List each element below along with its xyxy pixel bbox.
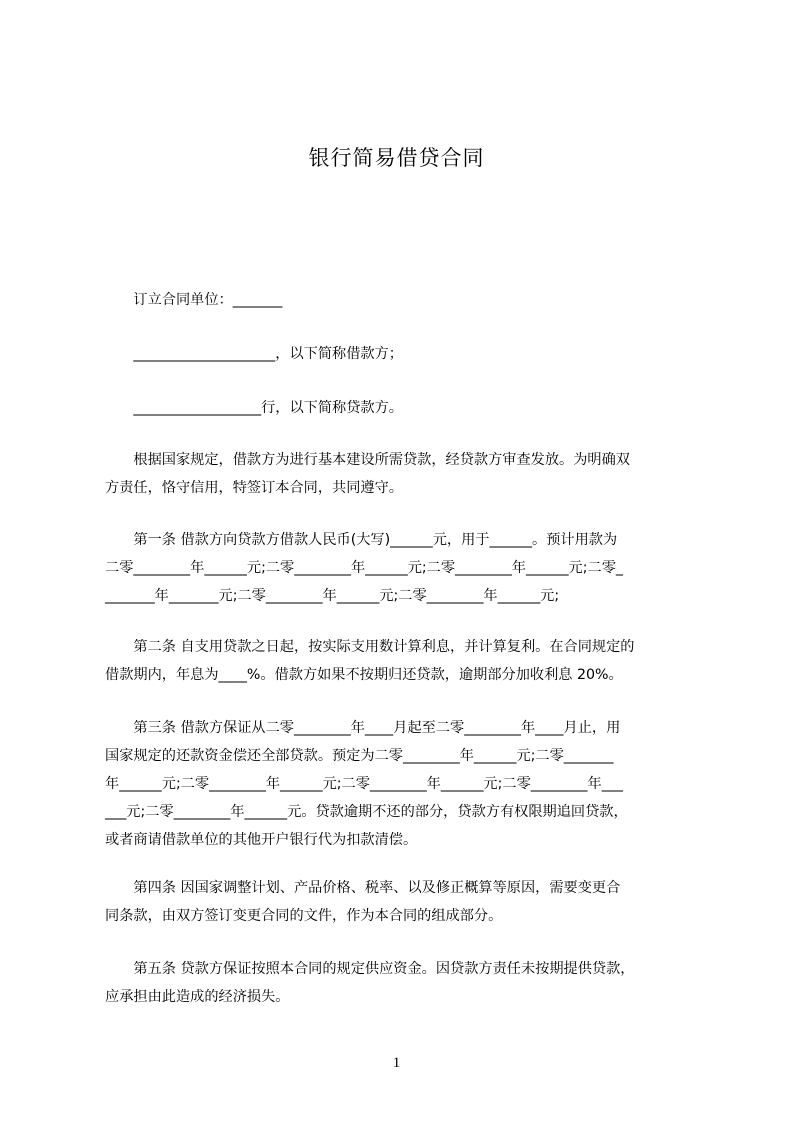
text-line: 根据国家规定，借款方为进行基本建设所需贷款，经贷款方审查发放。为明确双 bbox=[105, 452, 630, 468]
text-line: 方责任，恪守信用，特签订本合同，共同遵守。 bbox=[105, 480, 403, 496]
text-line: 或者商请借款单位的其他开户银行代为扣款清偿。 bbox=[105, 832, 418, 848]
text-line: 第一条 借款方向贷款方借款人民币(大写)______元，用于______。预计用款为 bbox=[105, 532, 618, 548]
preamble-paragraph bbox=[105, 446, 705, 502]
article-4-paragraph bbox=[105, 874, 705, 930]
text-line: ___元;二零________年______元。贷款逾期不还的部分，贷款方有权限期追回贷款， bbox=[105, 804, 628, 820]
text-line: 第二条 自支用贷款之日起，按实际支用数计算利息，并计算复利。在合同规定的 bbox=[105, 639, 635, 655]
text-line: 第五条 贷款方保证按照本合同的规定供应资金。因贷款方责任未按期提供贷款， bbox=[105, 961, 635, 977]
borrower-line bbox=[105, 340, 705, 368]
document-title: 银行简易借贷合同 bbox=[308, 146, 485, 170]
text-line: ____________________，以下简称借款方； bbox=[105, 346, 403, 362]
article-2-paragraph bbox=[105, 633, 705, 689]
text-line: 国家规定的还款资金偿还全部贷款。预定为二零________年______元;二零_______ bbox=[105, 748, 614, 764]
text-line: 应承担由此造成的经济损失。 bbox=[105, 989, 290, 1005]
article-3-paragraph bbox=[105, 714, 705, 854]
text-line: 年______元;二零________年______元;二零________年______元;二零________年___ bbox=[105, 776, 623, 792]
text-line: 订立合同单位：_______ bbox=[105, 292, 283, 308]
text-line: __________________行，以下简称贷款方。 bbox=[105, 400, 403, 416]
article-5-paragraph bbox=[105, 955, 705, 1011]
text-line: 二零________年______元;二零________年______元;二零________年______元;二零_ bbox=[105, 560, 623, 576]
text-line: 同条款，由双方签订变更合同的文件，作为本合同的组成部分。 bbox=[105, 908, 503, 924]
contract-party-line bbox=[105, 286, 705, 314]
text-line: 第三条 借款方保证从二零________年____月起至二零________年____月止，用 bbox=[105, 720, 621, 736]
lender-line bbox=[105, 394, 705, 422]
text-line: _______年_______元;二零________年______元;二零________年______元; bbox=[105, 588, 560, 604]
text-line: 借款期内，年息为____%。借款方如果不按期归还贷款，逾期部分加收利息 20%。 bbox=[105, 667, 623, 683]
page-number: 1 bbox=[392, 1055, 401, 1071]
article-1-paragraph bbox=[105, 526, 705, 610]
text-line: 第四条 因国家调整计划、产品价格、税率、以及修正概算等原因，需要变更合 bbox=[105, 880, 621, 896]
